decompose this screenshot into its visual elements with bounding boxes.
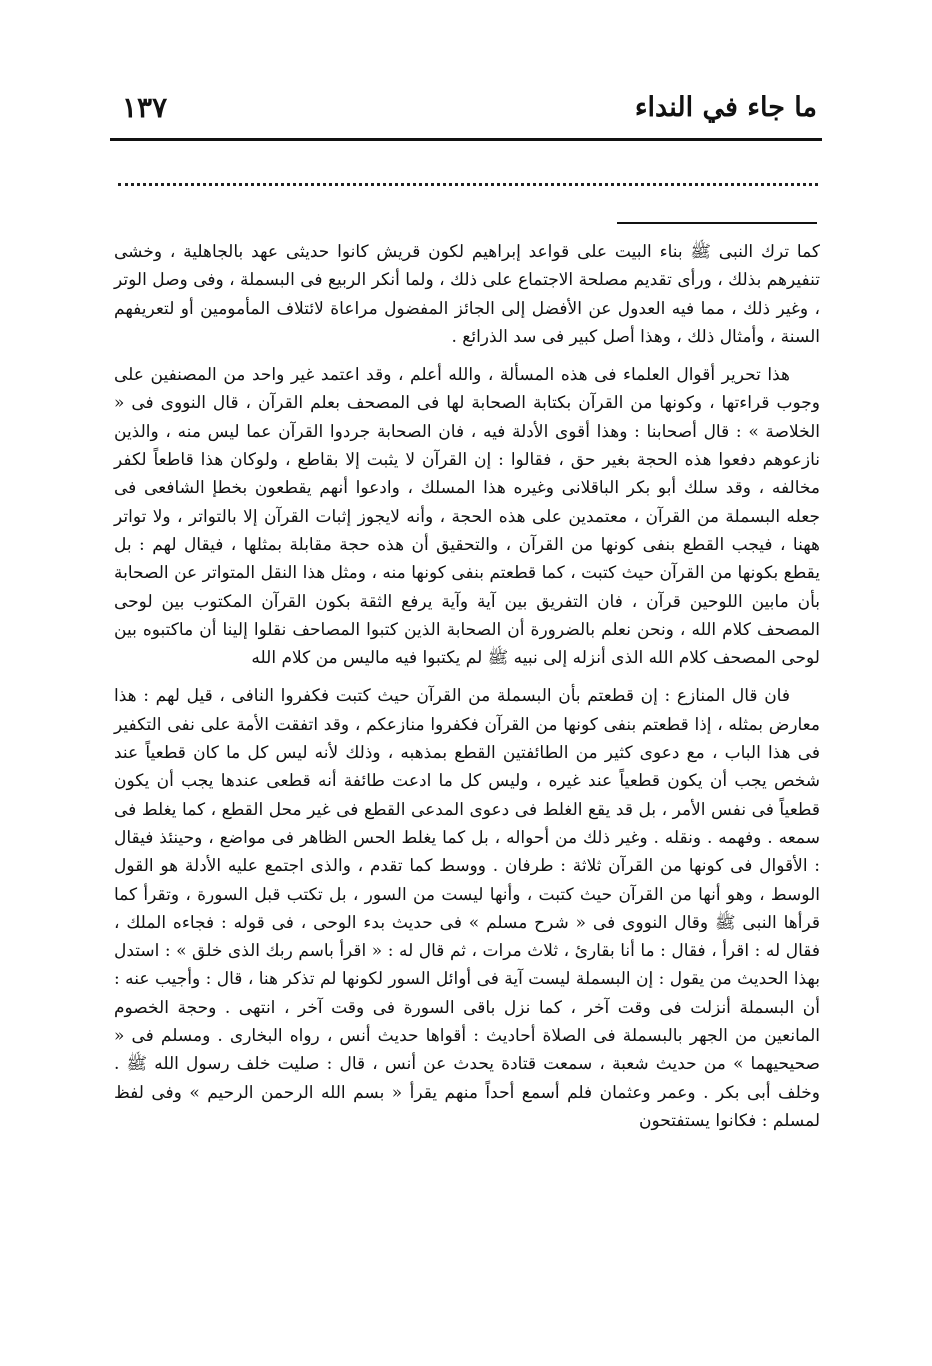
paragraph: كما ترك النبى ﷺ بناء البيت على قواعد إبراهيم لكون قريش كانوا حديثى عهد بالجاهلية ، وخشى تنفيرهم بذلك ، ورأى تقديم مصلحة الاجتماع على ذلك ، ولما أنكر الربيع فى البسملة ، وفى وصل الوتر ، وغير ذلك ، مما فيه العدول عن الأفضل إلى الجائز المفضول مراعاة لائتلاف المأمومين أو لتعريفهم السنة ، وأمثال ذلك ، وهذا أصل كبير فى سد الذرائع . [114,242,820,347]
page-number: ١٣٧ [122,91,168,124]
body-text [114,238,820,1135]
paragraph: فان قال المنازع : إن قطعتم بأن البسملة من القرآن حيث كتبت فكفروا النافى ، قيل لهم : هذا معارض بمثله ، إذا قطعتم بنفى كونها من القرآن فكفروا منازعكم ، وقد اتفقت الأمة على نفى التكفير فى هذا الباب ، مع دعوى كثير من الطائفتين القطع بمذهبه ، وذلك لأنه ليس كل ما كان قطعياً عند شخص يجب أن يكون قطعياً عند غيره ، وليس كل ما ادعت طائفة أنه قطعى عندها يجب أن يكون قطعياً فى نفس الأمر ، بل قد يقع الغلط فى دعوى المدعى القطع فى غير محل القطع ، كما يغلط فى سمعه . وفهمه . ونقله . وغير ذلك من أحواله ، بل كما يغلط الحس الظاهر فى مواضع ، وحينئذ فيقال : الأقوال فى كونها من القرآن ثلاثة : طرفان . ووسط كما تقدم ، والذى اجتمع عليه الأدلة هو القول الوسط ، وهو أنها من القرآن حيث كتبت ، وأنها ليست من السور ، بل تكتب قبل السورة ، وتقرأ كما قرأها النبى ﷺ وقال النووى فى « شرح مسلم » فى حديث بدء الوحى ، فى قوله : فجاءه الملك ، فقال له : اقرأ ، فقال : ما أنا بقارئ ، ثلاث مرات ، ثم قال له : « اقرأ باسم ربك الذى خلق » : استدل بهذا الحديث من يقول : إن البسملة ليست آية فى أوائل السور لكونها لم تذكر هنا ، قال : وأجيب عنه : أن البسملة أنزلت فى وقت آخر ، كما نزل باقى السورة فى وقت آخر ، انتهى . وحجة الخصوم المانعين من الجهر بالبسملة فى الصلاة أحاديث : أقواها حديث أنس ، رواه البخارى . ومسلم فى « صحيحيهما » من حديث شعبة ، سمعت قتادة يحدث عن أنس ، قال : صليت خلف رسول الله ﷺ . وخلف أبى بكر . وعمر وعثمان فلم أسمع أحداً منهم يقرأ « بسم الله الرحمن الرحيم » وفى لفظ لمسلم : فكانوا يستفتحون [114,686,820,1131]
paragraph: هذا تحرير أقوال العلماء فى هذه المسألة ، والله أعلم ، وقد اعتمد غير واحد من المصنفين على وجوب قراءتها ، وكونها من القرآن بكتابة الصحابة لها فى المصحف بعلم القرآن ، قال النووى فى « الخلاصة » : قال أصحابنا : وهذا أقوى الأدلة فيه ، فان الصحابة جردوا القرآن عما ليس منه ، والذين نازعوهم دفعوا هذه الحجة بغير حق ، فقالوا : إن القرآن لا يثبت إلا بقاطع ، ولوكان هذا قاطعاً لكفر مخالفه ، وقد سلك أبو بكر الباقلانى وغيره هذا المسلك ، وادعوا أنهم يقطعون بخطإ الشافعى فى جعله البسملة من القرآن ، معتمدين على هذه الحجة ، وأنه لايجوز إثبات القرآن إلا بالتواتر ، ولا تواتر ههنا ، فيجب القطع بنفى كونها من القرآن ، والتحقيق أن هذه حجة مقابلة بمثلها ، فيقال لهم : بل يقطع بكونها من القرآن حيث كتبت ، كما قطعتم بنفى كونها منه ، ومثل هذا النقل المتواتر عن الصحابة بأن مابين اللوحين قرآن ، فان التفريق بين آية وآية يرفع الثقة بكون القرآن المكتوب بين لوحى المصحف كلام الله ، ونحن نعلم بالضرورة أن الصحابة الذين كتبوا المصاحف نقلوا إلينا أن ماكتبوه بين لوحى المصحف كلام الله الذى أنزله إلى نبيه ﷺ لم يكتبوا فيه ماليس من كلام الله [114,365,821,669]
footnote-rule [617,222,817,224]
dotted-separator [118,183,818,186]
running-title: ما جاء في النداء [634,92,817,123]
header-rule [110,138,822,141]
